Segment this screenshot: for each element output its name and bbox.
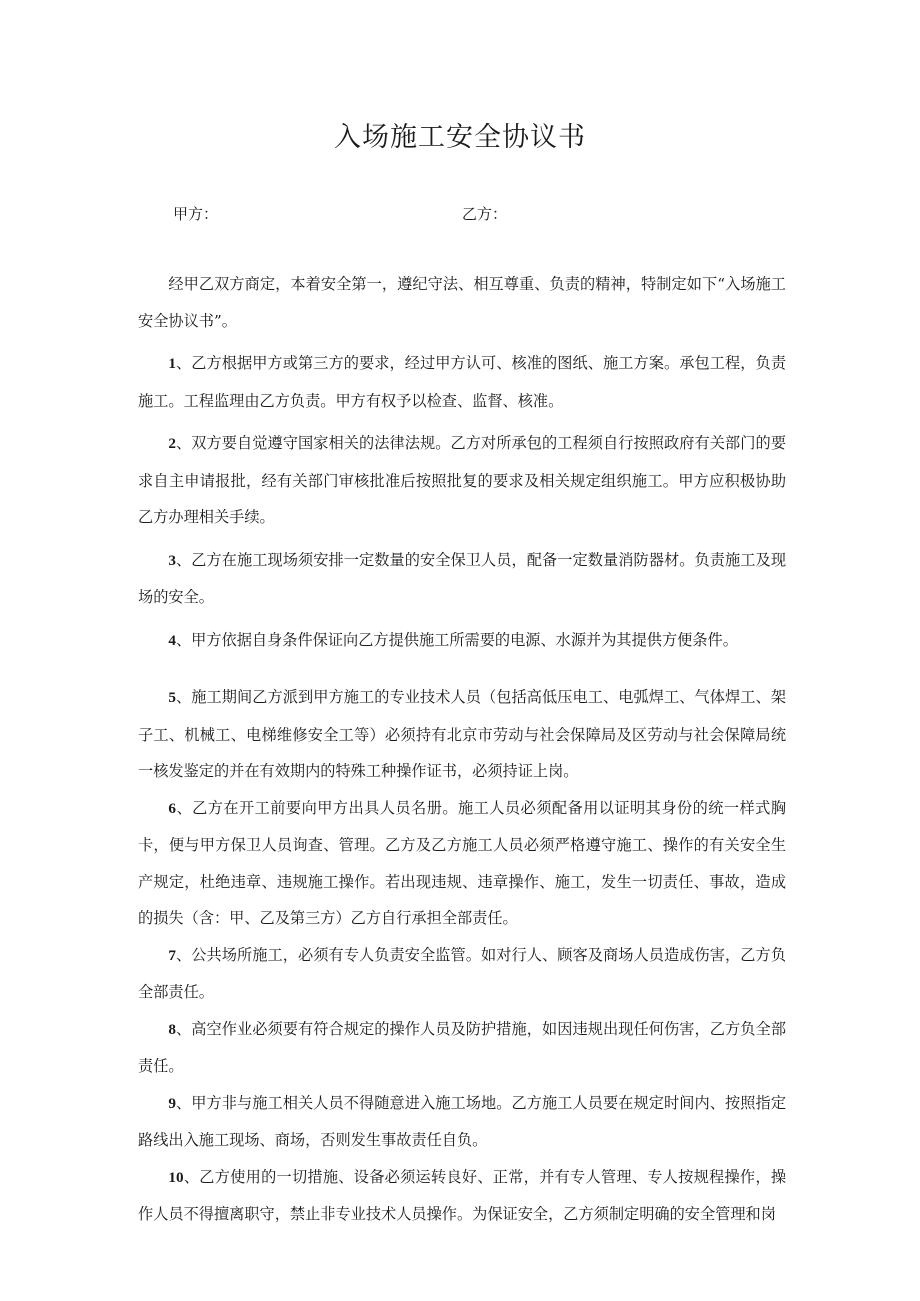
clause-number: 6	[168, 799, 176, 817]
clause-2	[138, 425, 786, 536]
clause-text: 、乙方在开工前要向甲方出具人员名册。施工人员必须配备用以证明其身份的统一样式胸卡，便与甲方保卫人员询查、管理。乙方及乙方施工人员必须严格遵守施工、操作的有关安全生产规定，杜绝违章、违规施工操作。若出现违规、违章操作、施工，发生一切责任、事故，造成的损失（含：甲、乙及第三方）乙方自行承担全部责任。	[138, 798, 786, 927]
clause-5	[138, 679, 786, 790]
clause-text: 、公共场所施工，必须有专人负责安全监管。如对行人、顾客及商场人员造成伤害，乙方负全部责任。	[138, 945, 786, 1001]
party-b-label: 乙方：	[462, 205, 508, 223]
party-a-label: 甲方：	[173, 205, 219, 223]
clause-number: 4	[168, 631, 176, 649]
clause-number: 1	[168, 355, 176, 372]
clause-text: 、乙方根据甲方或第三方的要求，经过甲方认可、核准的图纸、施工方案。承包工程，负责施工。工程监理由乙方负责。甲方有权予以检查、监督、核准。	[138, 354, 786, 410]
clause-3	[138, 542, 786, 616]
clause-number: 5	[168, 689, 176, 706]
clause-text: 、高空作业必须要有符合规定的操作人员及防护措施，如因违规出现任何伤害，乙方负全部责任。	[138, 1019, 786, 1075]
clause-text: 、施工期间乙方派到甲方施工的专业技术人员（包括高低压电工、电弧焊工、气体焊工、架子工、机械工、电梯维修安全工等）必须持有北京市劳动与社会保障局及区劳动与社会保障局统一核发鉴定的并在有效期内的特殊工种操作证书，必须持证上岗。	[138, 688, 786, 780]
clause-7	[138, 937, 786, 1011]
clause-number: 2	[168, 435, 176, 452]
document-title: 入场施工安全协议书	[334, 122, 586, 153]
clause-number: 9	[168, 1094, 176, 1112]
clause-number: 3	[168, 551, 176, 569]
clause-6	[138, 790, 786, 937]
clause-text: 、乙方使用的一切措施、设备必须运转良好、正常，并有专人管理、专人按规程操作，操作人员不得擅离职守，禁止非专业技术人员操作。为保证安全，乙方须制定明确的安全管理和岗	[138, 1167, 786, 1223]
clause-number: 7	[168, 946, 176, 964]
agreement-body	[138, 266, 786, 1233]
clause-text: 、甲方依据自身条件保证向乙方提供施工所需要的电源、水源并为其提供方便条件。	[175, 630, 738, 649]
clause-4	[138, 622, 786, 660]
clause-text: 、乙方在施工现场须安排一定数量的安全保卫人员，配备一定数量消防器材。负责施工及现场的安全。	[138, 550, 786, 606]
clause-number: 8	[168, 1020, 176, 1038]
clause-text: 、双方要自觉遵守国家相关的法律法规。乙方对所承包的工程须自行按照政府有关部门的要求自主申请报批，经有关部门审核批准后按照批复的要求及相关规定组织施工。甲方应积极协助乙方办理相关手续。	[138, 434, 786, 526]
clause-1	[138, 345, 786, 419]
clause-8	[138, 1011, 786, 1085]
intro-paragraph: 经甲乙双方商定，本着安全第一，遵纪守法、相互尊重、负责的精神，特制定如下“入场施工安全协议书”。	[138, 275, 786, 330]
clause-number: 10	[168, 1168, 184, 1186]
clause-10	[138, 1159, 786, 1233]
clause-text: 、甲方非与施工相关人员不得随意进入施工场地。乙方施工人员要在规定时间内、按照指定路线出入施工现场、商场，否则发生事故责任自负。	[138, 1093, 786, 1149]
clause-9	[138, 1085, 786, 1159]
